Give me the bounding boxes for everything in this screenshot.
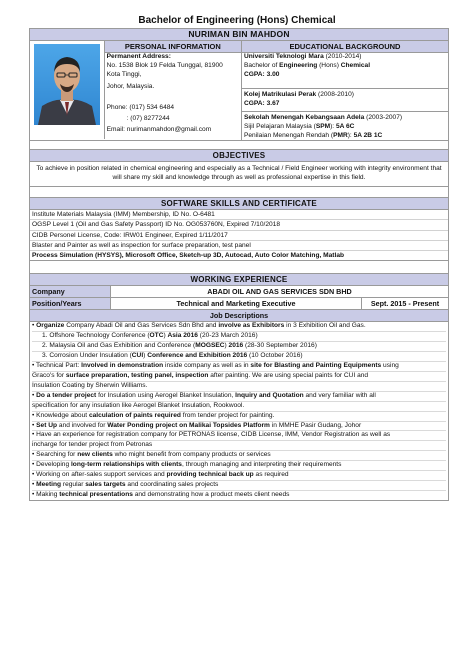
email-line: Email: nurimanmahdon@gmail.com (106, 125, 212, 133)
jd-line: • Searching for new clients who might benefit from company products or services (32, 451, 446, 461)
edu-1-degree-bold: Engineering (279, 61, 318, 69)
work-header: WORKING EXPERIENCE (30, 273, 448, 286)
edu-1-years: (2010-2014) (323, 53, 362, 60)
position-years: Sept. 2015 - Present (370, 299, 440, 309)
edu-3-pmr-mid: ): (347, 131, 354, 139)
phone-line-1: Phone: (017) 534 6484 (106, 104, 175, 112)
resume-sheet (29, 28, 449, 501)
jd-line: • Meeting regular sales targets and coordinating sales projects (32, 481, 446, 491)
edu-1-degree-bold2: Chemical (340, 61, 371, 69)
position-value: Technical and Marketing Executive (111, 298, 362, 309)
edu-1-school: Universiti Teknologi Mara (243, 53, 324, 60)
education-header: EDUCATIONAL BACKGROUND (242, 41, 448, 53)
jd-header-row (30, 310, 448, 322)
jd-line: • Organize Company Abadi Oil and Gas Services Sdn Bhd and involve as Exhibitors in 3 Exhibition Oil and Gas. (32, 322, 446, 332)
skill-item: OGSP Level 1 (Oil and Gas Safety Passport) ID No. OG053760N, Expired 7/10/2018 (30, 220, 448, 230)
edu-2-years: (2008-2010) (316, 91, 354, 98)
jd-line: • Developing long-term relationships with clients, through managing and interpreting their requirements (32, 461, 446, 471)
jd-line: • Working on after-sales support services and providing technical back up as required (32, 471, 446, 481)
edu-1-degree-pre: Bachelor of (243, 61, 280, 69)
education (242, 41, 448, 140)
photo-column (30, 41, 105, 139)
jd-header: Job Descriptions (30, 310, 448, 321)
jd-line: specification for any insulation like Aerogel Blanket Insulation, Rookwool. (32, 402, 446, 412)
position-row (30, 298, 448, 310)
skill-item: Blaster and Painter as well as inspection for surface preparation, test panel (30, 241, 448, 251)
edu-3-school: Sekolah Menengah Kebangsaan Adela (243, 114, 365, 121)
phone-line-2: : (07) 8277244 (126, 114, 170, 122)
position-label: Position/Years (30, 298, 111, 309)
address-label: Permanent Address: (106, 53, 171, 60)
edu-1-cgpa: CGPA: 3.00 (243, 70, 280, 78)
jd-line: • Knowledge about calculation of paints required from tender project for painting. (32, 412, 446, 422)
edu-2-cgpa: CGPA: 3.67 (243, 99, 280, 107)
edu-3-pmr-value: 5A 2B 1C (353, 131, 383, 139)
address-line-2: Kota Tinggi, (106, 70, 142, 78)
edu-1-degree-post: (Hons) (317, 61, 341, 69)
personal-info-header: PERSONAL INFORMATION (105, 41, 241, 53)
jd-line: incharge for tender project from Petronas (32, 441, 446, 451)
jd-line: • Making technical presentations and demonstrating how a product meets client needs (32, 490, 290, 498)
objectives-text: To achieve in position related in chemical engineering and especially as a Technical / Field Engineer working with integrity environment that will share my skill and knowledge through as well as professional expertise in this field. (30, 162, 448, 187)
job-descriptions (30, 322, 448, 499)
objectives-header: OBJECTIVES (30, 149, 448, 162)
edu-3-spm-mid: ): (330, 122, 336, 130)
skills-header: SOFTWARE SKILLS AND CERTIFICATE (30, 197, 448, 210)
company-row (30, 286, 448, 298)
jd-line: • Do a tender project for Insulation using Aerogel Blanket Insulation, Inquiry and Quotation and very familiar with all (32, 392, 446, 402)
edu-3-pmr-pre: Penilaian Menengah Rendah ( (243, 131, 334, 139)
address-line-3: Johor, Malaysia. (106, 83, 155, 91)
company-value: ABADI OIL AND GAS SERVICES SDN BHD (207, 287, 352, 297)
doc-title: Bachelor of Engineering (Hons) Chemical (138, 15, 336, 26)
jd-line: Graco's for surface preparation, testing panel, inspection after painting. We are using special paints for CUI and (32, 372, 446, 382)
edu-secondary (242, 112, 448, 140)
profile-photo (34, 44, 100, 125)
personal-info (105, 41, 242, 140)
edu-3-spm: SPM (315, 122, 331, 130)
jd-line: • Have an experience for registration company for PETRONAS license, CIDB License, IMM, Vendor Registration as well as (32, 431, 446, 441)
name-header: NURIMAN BIN MAHDON (30, 29, 448, 41)
edu-3-spm-value: 5A 6C (335, 122, 355, 130)
jd-line: 2. Malaysia Oil and Gas Exhibition and Conference (MOGSEC) 2016 (28-30 September 2016) (32, 342, 446, 352)
software-skills: Process Simulation (HYSYS), Microsoft Office, Sketch-up 3D, Autocad, Auto Color Matching, Matlab (32, 252, 345, 260)
address-line-1: No. 1538 Blok 19 Felda Tunggal, 81900 (106, 61, 223, 69)
edu-university (242, 53, 448, 89)
edu-3-spm-pre: Sijil Pelajaran Malaysia ( (243, 122, 316, 130)
jd-line: 1. Offshore Technology Conference (OTC) Asia 2016 (20-23 March 2016) (32, 332, 446, 342)
skill-item: Institute Materials Malaysia (IMM) Membership, ID No. O-6481 (30, 210, 448, 220)
edu-3-years: (2003-2007) (364, 114, 403, 121)
jd-line: 3. Corrosion Under Insulation (CUI) Conference and Exhibition 2016 (10 October 2016) (32, 352, 446, 362)
edu-matriculation (242, 89, 448, 112)
company-label: Company (30, 286, 111, 297)
jd-line: • Set Up and involved for Water Ponding project on Malikai Topsides Platform in MMHE Pasir Gudang, Johor (32, 422, 446, 432)
jd-line: Insulation Coating by Sherwin Williams. (32, 382, 446, 392)
edu-2-school: Kolej Matrikulasi Perak (243, 91, 317, 98)
edu-3-pmr: PMR (333, 131, 348, 139)
skill-item: CIDB Personel License, Code: IRW01 Engineer, Expired 1/11/2017 (30, 231, 448, 241)
info-row (30, 41, 448, 141)
skills-list (30, 210, 448, 261)
jd-line: • Technical Part: Involved in demonstration inside company as well as in site for Blasting and Painting Equipments using (32, 362, 446, 372)
